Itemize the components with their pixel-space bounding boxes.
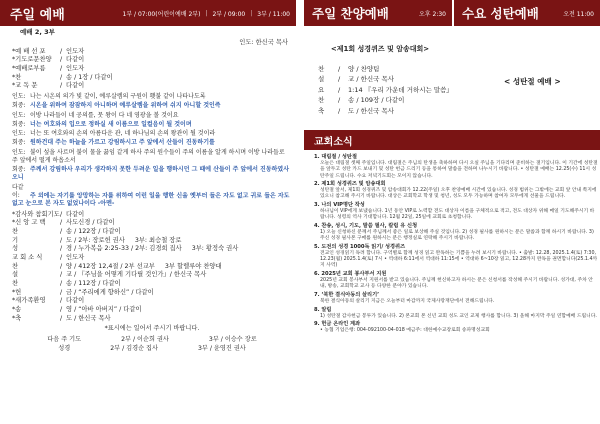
order-item-label: *송 <box>12 306 22 314</box>
order-item-right: 3부: 최승철 장로 <box>134 236 182 244</box>
responsive-text: 너는 또 여호와의 손의 아름다운 관, 네 하나님의 손의 왕관이 될 것이라 <box>30 130 216 138</box>
wednesday-worship-title: 수요 성탄예배 <box>462 6 539 21</box>
order-item <box>12 289 292 298</box>
choir-order-label: 찬 <box>318 96 325 105</box>
wednesday-worship-time: 오전 11:00 <box>563 10 594 18</box>
church-news-header: 교회소식 <box>304 130 600 150</box>
separator: / <box>59 314 63 322</box>
responsive-speaker: 인도: <box>12 111 26 119</box>
wednesday-worship-header <box>454 0 600 26</box>
reader-row <box>12 345 292 354</box>
order-item-label: 찬 <box>12 227 19 235</box>
quiz-subtitle: <제1회 성경퀴즈 및 암송대회> <box>330 45 430 53</box>
responsive-text: 시온을 위하여 잠잠하지 아니하며 예루살렘을 위하여 쉬지 아니할 것인즉 <box>30 102 221 110</box>
order-item-label: 찬 <box>12 280 19 288</box>
news-item-title: 5. 도전의 성경 1000독 읽기/ 성경퀴즈 <box>314 243 406 250</box>
order-item <box>12 65 292 74</box>
choir-order-label: 설 <box>318 75 325 84</box>
news-item-detail: 1) 오늘 신청하신 분께서 주님께서 좋은 일로 보상해 주실 것입니다. 2) 성경 필사를 원하시는 분은 말씀과 함께 하시기 바랍니다. 3) 주신 성경 필사본 구매를 원하시는 분은 행정실로 연락해 주시기 바랍니다. <box>320 229 594 242</box>
order-item-label: *감사와 참회기도 <box>12 210 60 218</box>
responsive-line <box>12 184 292 209</box>
order-item-value: 인도자 <box>66 253 85 261</box>
news-item-detail: 전교인 성경읽기 독려 합니다. 구역별로 함께 성경 읽고 완독하는 기쁨을 누려 보시기 바랍니다. • 출발: 12.28, 2025.1.4(토) 7:30, 12.23(월) 2025.1.4(토) 7시 • 역대하 6:11에서 역대하 11:15에 • 역대하 6~10장 읽고, 12.28까지 완독을 권면합니다(25.1.4까지 사역) <box>320 250 598 269</box>
choir-order-label: 축 <box>318 106 325 115</box>
responsive-text: 나는 시온의 의가 빛 같이, 예루살렘의 구원이 횃불 같이 나타나도록 <box>30 93 206 101</box>
separator: / <box>59 56 63 64</box>
order-item <box>12 254 292 263</box>
news-item <box>314 202 598 222</box>
reader-left: 성경 <box>58 344 71 352</box>
order-item-value: 양 / 412장 12,4절 / 2부 선교부 <box>66 262 155 270</box>
responsive-speaker: 인도: <box>12 130 26 138</box>
order-item <box>12 245 292 254</box>
responsive-speaker: 회중: <box>12 102 26 110</box>
choir-order-value: 도 / 한신국 목사 <box>348 106 395 115</box>
separator: / <box>59 262 63 270</box>
news-item-detail: 성탄절 앞서, 제1회 성경퀴즈 및 암송대회가 12.22(주일) 오후 찬양예배 시간에 있습니다. 성경 범위는 그밖에는 교회 앞 안내 쪽지에 있으니 참고해 주시기 바랍니다. 대상은 교회학교 학생 및 청년, 성도 모두 가능하며 참여자 모두에게 선물을 드립니다. <box>320 188 597 200</box>
news-item <box>314 244 598 270</box>
order-item-value: 송 / 112장 / 다같이 <box>66 280 121 288</box>
order-item <box>12 228 292 237</box>
choir-order-item <box>318 106 468 116</box>
order-list-2 <box>12 211 292 324</box>
news-item-detail: 오늘은 대림절 셋째 주일입니다. 대림절은 주님의 탄생을 축하하며 다시 오실 주님을 기다리며 준비하는 절기입니다. 이 기간에 성탄절을 앞두고 성탄 카드 보내기 및 성탄 헌금 드리기 등을 통하여 말씀을 전하며 나누시기 바랍니다. • 성탄절 예배는 12.25(수) 11시 성탄주일 드립니다. 수요 저녁기도회는 모이지 않습니다. <box>320 160 598 179</box>
choir-order-list <box>318 64 468 116</box>
news-item-detail: • 농협 기업은행: 004-092100-04-018 예금주: 대한예수교장로회 송파명성교회 <box>320 328 490 334</box>
separator: / <box>338 106 341 115</box>
responsive-reading <box>12 93 292 208</box>
separator: / <box>59 306 63 314</box>
responsive-text: 이방 나라들이 네 공의를, 뭇 왕이 다 네 영광을 볼 것이요 <box>30 111 179 119</box>
reader-mid: 2부 / 김경순 집사 <box>110 344 158 352</box>
time-1: 1부 / 07:00(어린이예배 2부) <box>122 10 201 18</box>
responsive-line <box>12 149 292 166</box>
separator: / <box>59 253 63 261</box>
separator: / <box>59 297 63 305</box>
order-item-label: *예 배 선 포 <box>12 47 46 55</box>
order-item-right: 3부: 황정숙 권사 <box>191 245 239 253</box>
news-item <box>314 223 598 243</box>
separator: | <box>250 9 253 17</box>
right-column <box>304 0 600 424</box>
choir-order-label: 요 <box>318 85 325 94</box>
news-item <box>314 321 598 334</box>
responsive-speaker: 회중: <box>12 139 26 147</box>
order-item-value: 송 / 122장 / 다같이 <box>66 227 121 235</box>
order-item-label: 성 <box>12 245 19 253</box>
separator: / <box>338 85 341 94</box>
order-item-label: *교 독 문 <box>12 82 38 90</box>
separator: / <box>59 271 63 279</box>
news-item-title: 7. ‘북한 결식아동의 살리기’ <box>314 292 380 299</box>
responsive-speaker: 다같이: <box>12 183 24 200</box>
order-list-1 <box>12 48 292 91</box>
responsive-line <box>12 130 292 138</box>
news-item-title: 3. 나의 VIP명단 작성 <box>314 202 365 209</box>
separator: / <box>338 75 341 84</box>
choir-order-item <box>318 95 468 105</box>
choir-order-item <box>318 74 468 84</box>
order-item <box>12 280 292 289</box>
separator: / <box>59 210 63 218</box>
order-item <box>12 219 292 228</box>
reader-row <box>12 336 292 345</box>
separator: / <box>59 288 63 296</box>
choir-order-label: 찬 <box>318 65 325 73</box>
responsive-line <box>12 102 292 110</box>
separator: / <box>59 227 63 235</box>
choir-order-value: 양 / 찬양팀 <box>348 65 380 73</box>
order-item <box>12 271 292 280</box>
order-item <box>12 211 292 220</box>
order-item-value: 인도자 <box>66 47 85 55</box>
responsive-text: 너는 여호와의 입으로 정하실 새 이름으로 일컬음이 될 것이며 <box>30 120 192 128</box>
order-item-right: 3부 할렐루야 찬양대 <box>164 262 222 270</box>
order-item-label: 설 <box>12 271 19 279</box>
responsive-line <box>12 112 292 120</box>
order-item <box>12 306 292 315</box>
choir-order-item <box>318 85 468 95</box>
news-item <box>314 154 598 180</box>
news-item-detail: 하나님이 VIP에게 보냈습니다. 1년 동안 VIP로 노력할 전도 대상자 이름을 구체적으로 적고, 전도 대상자 위해 매일 기도해주시기 바랍니다. 성령의 역사 기대합니다. 12월 22일, 25일에 교회로 초청합니다. <box>320 209 595 221</box>
order-item-label: *기도로문찬양 <box>12 56 52 64</box>
stand-note: *표시에는 일어서 주시기 바랍니다. <box>104 325 200 333</box>
order-item <box>12 56 292 65</box>
order-item-value: 경 / 누가복음 2:25-33 / 2부: 김경희 집사 <box>66 245 182 253</box>
news-item-detail: 2025년 교회 봉사부서 지원서를 받고 있습니다. 주님께 헌신하고자 하시는 분은 신청서를 작성해 주시기 바랍니다. 성가대, 주차 안내, 방송, 교회학교 교사 등 다양한 분야가 있습니다. <box>320 278 593 290</box>
responsive-text: 주께서 강림하사 우리가 생각하지 못한 두려운 일을 행하시던 그 때에 산들이 주 앞에서 진동하였사오니 <box>12 166 289 182</box>
order-item-value: 다같이 <box>66 56 85 64</box>
order-item-value: 다같이 <box>66 82 85 90</box>
responsive-speaker: 인도: <box>12 93 26 101</box>
news-item <box>314 181 598 201</box>
responsive-line <box>12 121 292 129</box>
separator: / <box>59 245 63 253</box>
sunday-worship-header <box>0 0 296 26</box>
order-item-value: 사도신경 / 다같이 <box>66 219 115 227</box>
responsive-speaker: 인도: <box>12 148 26 156</box>
order-item <box>12 237 292 246</box>
choir-worship-title: 주일 찬양예배 <box>312 6 389 21</box>
news-item <box>314 271 598 291</box>
time-2: 2부 / 09:00 <box>212 10 246 18</box>
news-item-title: 2. 제1회 성경퀴즈 및 암송대회 <box>314 181 386 188</box>
separator: / <box>59 82 63 90</box>
choir-worship-time: 오후 2:30 <box>419 10 446 18</box>
choir-order-value: 교 / 한신국 목사 <box>348 75 395 84</box>
separator: / <box>338 96 341 105</box>
choir-order-item <box>318 64 468 74</box>
service-label: 예배 2, 3부 <box>20 28 55 36</box>
order-item-value: 다같이 <box>66 210 85 218</box>
time-3: 3부 / 11:00 <box>257 10 290 18</box>
news-item-title: 1. 대림절 / 성탄절 <box>314 154 357 160</box>
order-item-value: 영 / “아바 아버지” / 다같이 <box>66 306 142 314</box>
sunday-worship-column <box>0 0 296 424</box>
order-item-value: 도 / 2부: 장로헌 권사 <box>66 236 125 244</box>
separator: / <box>338 65 341 73</box>
reader-right: 3부 / 윤영진 권사 <box>197 344 246 352</box>
order-item <box>12 74 292 83</box>
responsive-text: 원하건대 주는 하늘을 가르고 강림하시고 주 앞에서 산들이 진동하기를 <box>30 139 215 147</box>
order-item-label: *찬 <box>12 73 22 81</box>
separator: / <box>59 65 63 73</box>
next-week-readers <box>12 336 292 353</box>
order-item-value: 교 / 『주님을 어떻게 기다릴 것인가』/ 한신국 목사 <box>66 271 207 279</box>
separator: / <box>59 47 63 55</box>
order-item-label: *헌 <box>12 288 22 296</box>
news-item-title: 4. 찬송, 성시, 기도, 말씀 필사, 칼럼 유 신청 <box>314 223 418 230</box>
sunday-worship-title: 주일 예배 <box>10 7 65 23</box>
separator: / <box>59 280 63 288</box>
worship-order <box>12 28 292 353</box>
church-news-list <box>314 154 598 336</box>
responsive-speaker: 회중: <box>12 166 26 174</box>
choir-order-value: 송 / 109장 / 다같이 <box>348 96 405 105</box>
order-item-value: 도 / 한신국 목사 <box>66 314 111 322</box>
reader-left: 다음 주 기도 <box>47 336 82 344</box>
order-item <box>12 82 292 91</box>
order-item-value: 금 / “주리에게 향하신” / 다같이 <box>66 288 154 296</box>
separator: / <box>59 73 63 81</box>
reader-mid: 2부 / 이순희 권사 <box>121 336 169 344</box>
order-item-label: 기 <box>12 236 19 244</box>
separator: | <box>205 9 208 17</box>
order-item-label: *신 앙 고 백 <box>12 219 46 227</box>
responsive-text: 주 외에는 자기를 앙망하는 자를 위하여 이런 일을 행한 신을 옛부터 들은 자도 없고 귀로 들은 자도 없고 눈으로 본 자도 없었나이다 -아멘- <box>12 192 290 208</box>
order-item-label: *축 <box>12 314 22 322</box>
leader-label: 인도: 한신국 목사 <box>239 38 288 46</box>
news-item <box>314 292 598 305</box>
separator: / <box>59 236 63 244</box>
order-item-value: 다같이 <box>66 297 85 305</box>
choir-worship-header <box>304 0 452 26</box>
order-item-value: 인도자 <box>66 65 85 73</box>
order-item-value: 송 / 1장 / 다같이 <box>66 73 113 81</box>
separator: / <box>59 219 63 227</box>
news-item-title: 8. 알림 <box>314 306 332 313</box>
order-item-label: 찬 <box>12 262 19 270</box>
responsive-speaker: 회중: <box>12 120 26 128</box>
order-item-label: *예배로부름 <box>12 65 46 73</box>
responsive-text: 불이 섶을 사르며 불이 물을 끓임 같게 하사 주의 원수들이 주의 이름을 알게 하시며 이방 나라들로 주 앞에서 떨게 하옵소서 <box>12 148 285 164</box>
worship-times <box>123 9 297 18</box>
responsive-line <box>12 93 292 101</box>
order-item-label: *새가족환영 <box>12 297 46 305</box>
order-item <box>12 297 292 306</box>
news-item-title: 6. 2025년 교회 봉사부서 지원 <box>314 271 387 278</box>
news-item-detail: 북한 결식아동의 살리기 지금은 오늘부터 마감까지 국제사랑재단에서 전해드립니다. <box>320 298 495 304</box>
news-item <box>314 307 598 320</box>
news-item-title: 9. 헌금 온라인 계좌 <box>314 321 361 328</box>
order-item <box>12 315 292 324</box>
responsive-line <box>12 139 292 147</box>
reader-right: 3부 / 이승수 장로 <box>208 336 257 344</box>
order-item-label: 교 회 소 식 <box>12 253 43 261</box>
choir-order-value: 1:14 『우리 가운데 거하시는 말씀』 <box>348 85 453 94</box>
order-item <box>12 48 292 57</box>
news-item-detail: 1) 성탄절 감사헌금 봉투가 있습니다. 2) 본교회 본 신년 교회 성도 교인 교제 행사를 합니다. 3) 올해 마지막 주일 연합예배 드립니다. <box>320 313 597 319</box>
christmas-worship-label: < 성탄절 예배 > <box>504 77 561 86</box>
responsive-line <box>12 166 292 183</box>
